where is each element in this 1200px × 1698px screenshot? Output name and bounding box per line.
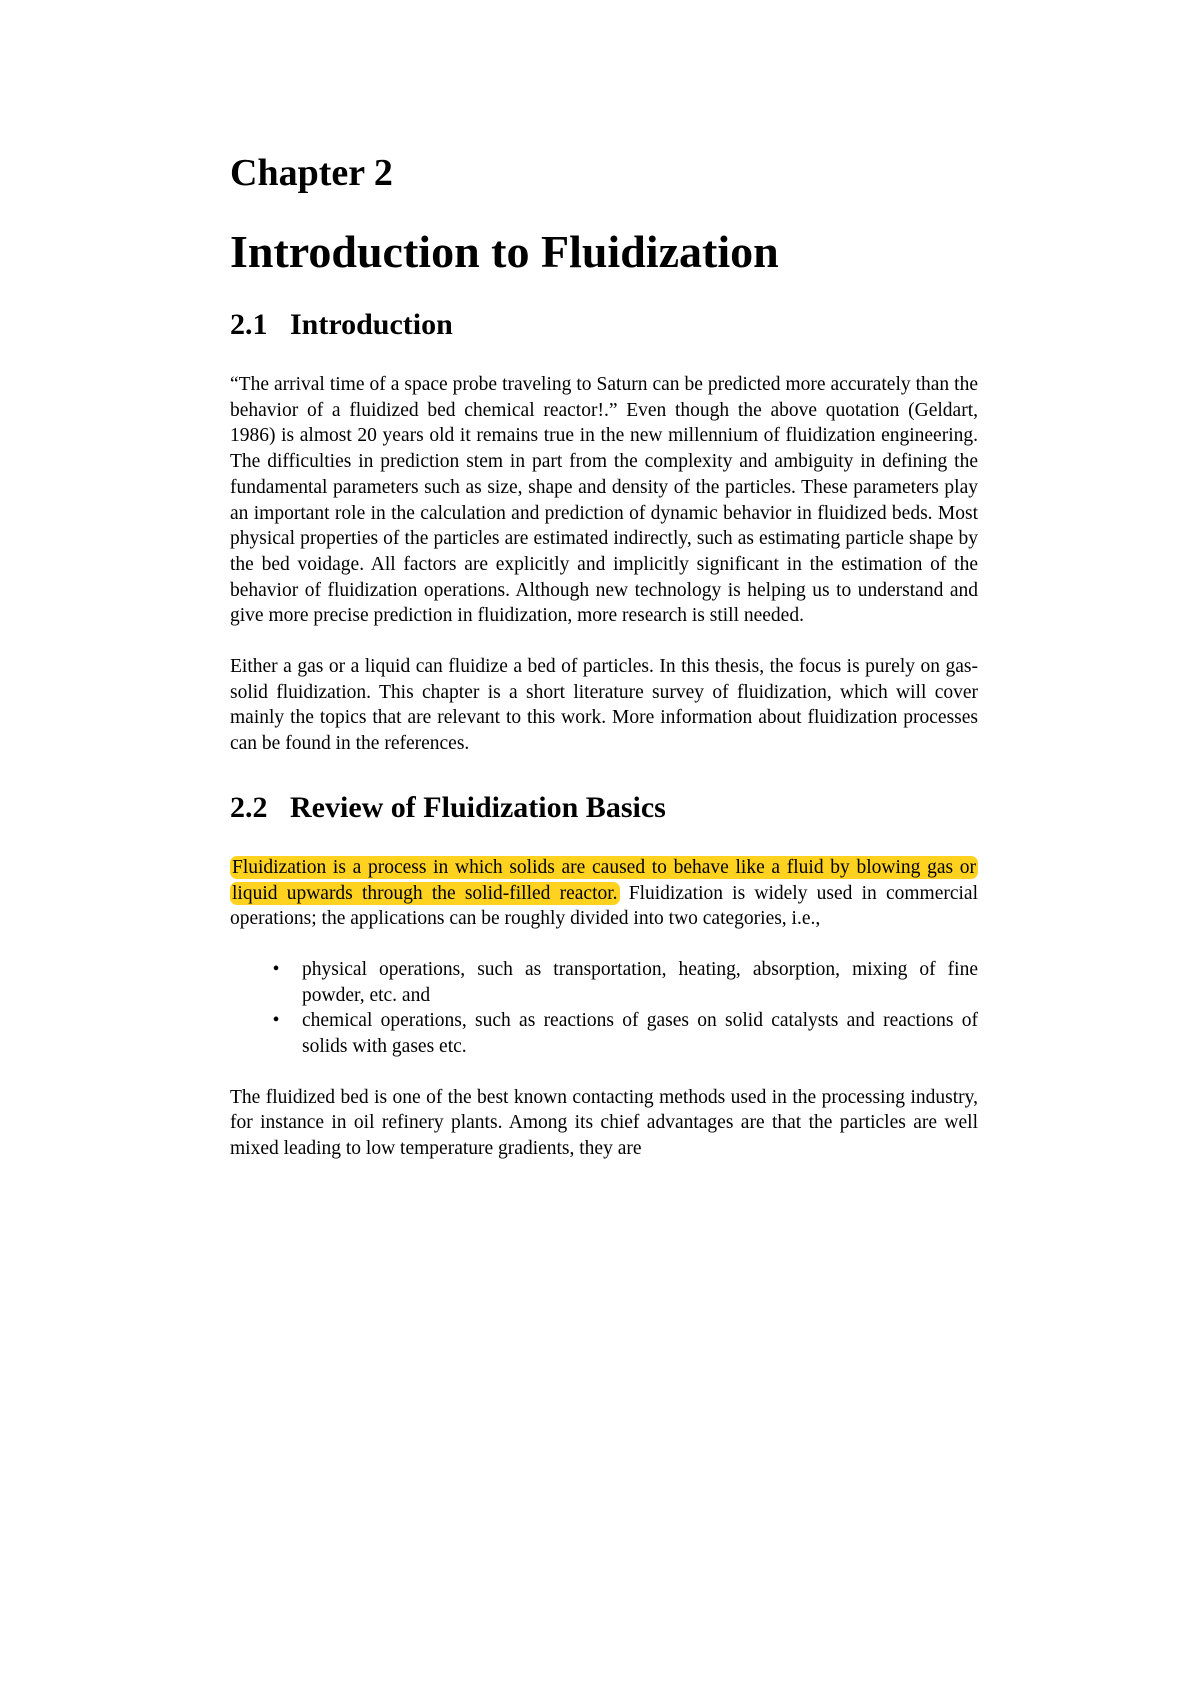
page-content xyxy=(230,140,978,1162)
review-paragraph-definition xyxy=(230,855,978,932)
review-paragraph-advantages: The fluidized bed is one of the best known contacting methods used in the processing industry, for instance in oil refinery plants. Among its chief advantages are that the particles are well mixed leading to low temperature gradients, they are xyxy=(230,1086,978,1160)
highlighted-text[interactable]: Fluidization is a process in which solids are caused to behave like a fluid by blowing gas or liquid upwards through the solid-filled reactor. xyxy=(232,856,976,904)
section-heading-introduction xyxy=(230,306,978,344)
bullet-icon: • xyxy=(272,1010,280,1032)
intro-paragraph-quotation: “The arrival time of a space probe traveling to Saturn can be predicted more accurately than the behavior of a fluidized bed chemical reactor!.” Even though the above quotation (Geldart, 1986) is almost 20 years old it remains true in the new millennium of fluidization engineering. The difficulties in prediction stem in part from the complexity and ambiguity in defining the fundamental parameters such as size, shape and density of the particles. These parameters play an important role in the calculation and prediction of dynamic behavior in fluidized beds. Most physical properties of the particles are estimated indirectly, such as estimating particle shape by the bed voidage. All factors are explicitly and implicitly significant in the estimation of the behavior of fluidization operations. Although new technology is helping us to understand and give more precise prediction in fluidization, more research is still needed. xyxy=(230,374,978,627)
intro-paragraph-scope: Either a gas or a liquid can fluidize a bed of particles. In this thesis, the focus is purely on gas-solid fluidization. This chapter is a short literature survey of fluidization, which will cover mainly the topics that are relevant to this work. More information about fluidization processes can be found in the references. xyxy=(230,656,978,755)
applications-list xyxy=(230,957,978,1060)
list-item-text: physical operations, such as transportation, heating, absorption, mixing of fine powder, etc. and xyxy=(302,958,978,1006)
section-number: 2.1 xyxy=(230,308,268,341)
section-number: 2.2 xyxy=(230,790,268,824)
list-item xyxy=(230,957,978,1008)
chapter-title: Introduction to Fluidization xyxy=(230,226,779,277)
definition-continuation: Fluidization is widely used in commercial operations; the applications can be roughly divided into two categories, i.e., xyxy=(230,882,979,930)
bullet-icon: • xyxy=(272,958,280,980)
list-item-text: chemical operations, such as reactions of gases on solid catalysts and reactions of solids with gases etc. xyxy=(302,1010,978,1058)
section-title: Introduction xyxy=(290,308,453,341)
list-item xyxy=(230,1008,978,1059)
section-heading-review xyxy=(230,789,978,827)
section-title: Review of Fluidization Basics xyxy=(290,790,666,824)
chapter-label: Chapter 2 xyxy=(230,152,393,194)
